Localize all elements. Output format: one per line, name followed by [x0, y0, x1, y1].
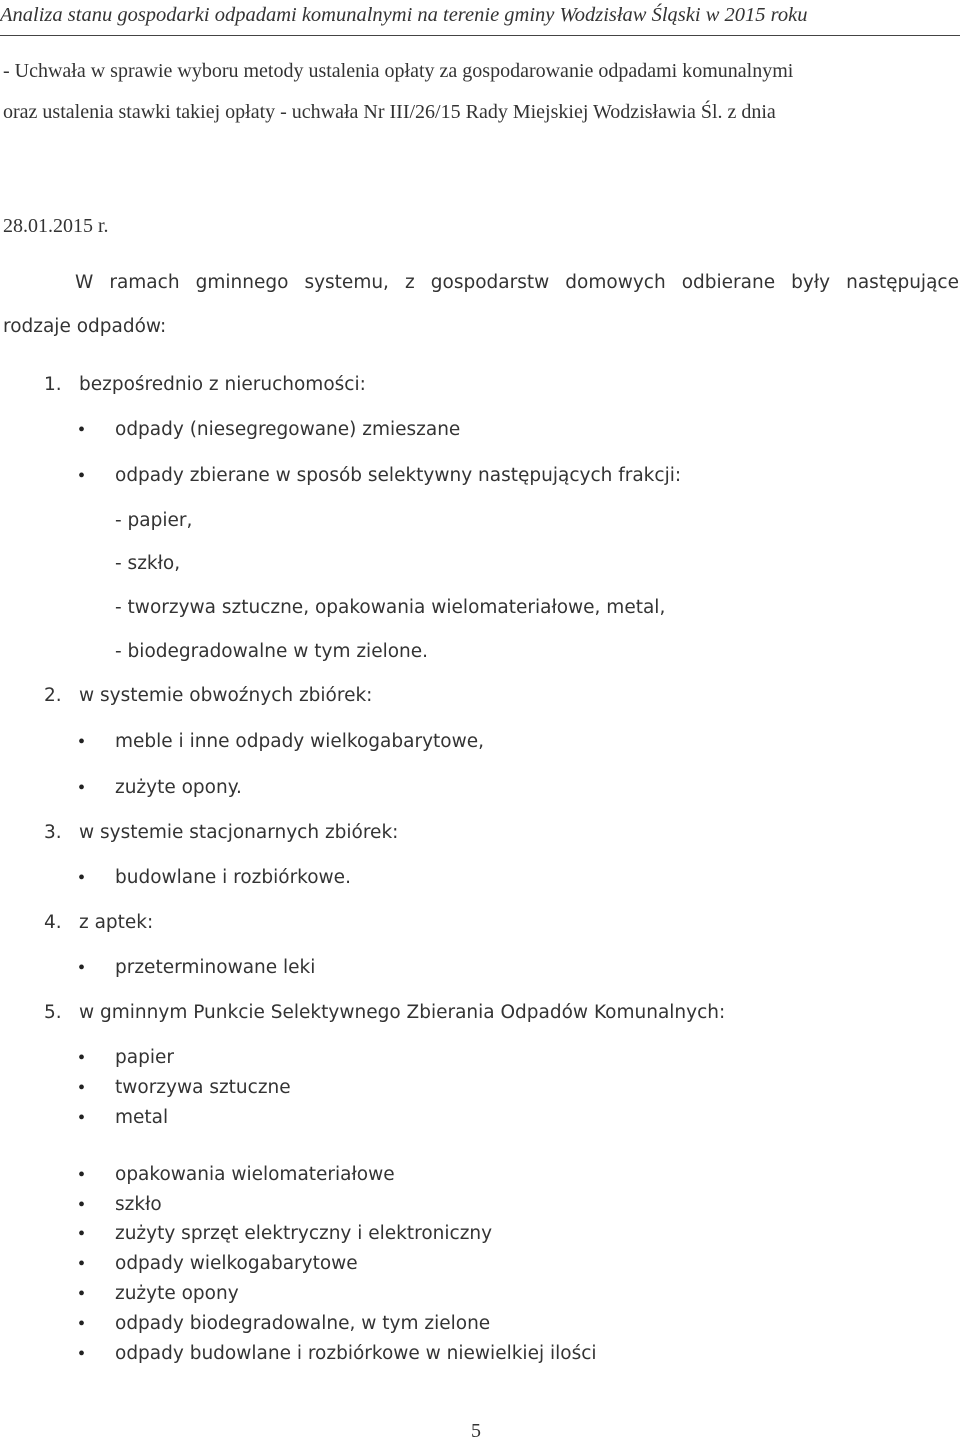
- intro-word: systemu,: [304, 272, 389, 293]
- resolution-line-3: 28.01.2015 r.: [3, 215, 109, 237]
- intro-word: były: [791, 272, 831, 293]
- bullet-icon: •: [78, 957, 86, 979]
- bullet-icon: •: [78, 1077, 86, 1099]
- list-item: odpady (niesegregowane) zmieszane: [115, 419, 461, 440]
- list-item: papier: [115, 1047, 174, 1068]
- section-number: 1.: [44, 374, 62, 395]
- bullet-icon: •: [78, 465, 86, 487]
- section-number: 5.: [44, 1002, 62, 1023]
- bullet-icon: •: [78, 419, 86, 441]
- intro-line-2: rodzaje odpadów:: [3, 316, 167, 337]
- bullet-icon: •: [78, 777, 86, 799]
- section-number: 3.: [44, 822, 62, 843]
- list-item: odpady wielkogabarytowe: [115, 1253, 358, 1274]
- list-item: zużyte opony: [115, 1283, 239, 1304]
- resolution-line-2: oraz ustalenia stawki takiej opłaty - uchwała Nr III/26/15 Rady Miejskiej Wodzisławia Śl. z dnia: [3, 101, 776, 123]
- section-number: 4.: [44, 912, 62, 933]
- fraction-item: - biodegradowalne w tym zielone.: [115, 641, 429, 662]
- page-number: 5: [471, 1420, 481, 1442]
- section-number: 2.: [44, 685, 62, 706]
- bullet-icon: •: [78, 1107, 86, 1129]
- bullet-icon: •: [78, 1283, 86, 1305]
- resolution-line-1: - Uchwała w sprawie wyboru metody ustalenia opłaty za gospodarowanie odpadami komunalnymi: [3, 60, 794, 82]
- fraction-item: - tworzywa sztuczne, opakowania wielomateriałowe, metal,: [115, 597, 666, 618]
- list-item: zużyty sprzęt elektryczny i elektroniczny: [115, 1223, 493, 1244]
- section-title: w systemie obwoźnych zbiórek:: [79, 685, 373, 706]
- list-item: odpady zbierane w sposób selektywny następujących frakcji:: [115, 465, 682, 486]
- section-title: z aptek:: [79, 912, 154, 933]
- section-title: bezpośrednio z nieruchomości:: [79, 374, 366, 395]
- header-rule: [0, 35, 960, 36]
- bullet-icon: •: [78, 1047, 86, 1069]
- list-item: tworzywa sztuczne: [115, 1077, 291, 1098]
- fraction-item: - papier,: [115, 510, 193, 531]
- list-item: zużyte opony.: [115, 777, 242, 798]
- list-item: szkło: [115, 1194, 162, 1215]
- list-item: opakowania wielomateriałowe: [115, 1164, 395, 1185]
- bullet-icon: •: [78, 1194, 86, 1216]
- intro-word: W: [75, 272, 94, 293]
- bullet-icon: •: [78, 1343, 86, 1365]
- intro-word: domowych: [565, 272, 666, 293]
- intro-word: następujące: [846, 272, 959, 293]
- list-item: odpady budowlane i rozbiórkowe w niewielkiej ilości: [115, 1343, 597, 1364]
- intro-line-1: [75, 272, 959, 293]
- intro-word: ramach: [109, 272, 180, 293]
- intro-word: odbierane: [681, 272, 776, 293]
- intro-word: z: [405, 272, 415, 293]
- list-item: metal: [115, 1107, 169, 1128]
- bullet-icon: •: [78, 1164, 86, 1186]
- bullet-icon: •: [78, 1223, 86, 1245]
- intro-word: gospodarstw: [430, 272, 550, 293]
- section-title: w gminnym Punkcie Selektywnego Zbierania Odpadów Komunalnych:: [79, 1002, 726, 1023]
- document-header: Analiza stanu gospodarki odpadami komunalnymi na terenie gminy Wodzisław Śląski w 2015 roku: [0, 4, 808, 26]
- intro-word: gminnego: [195, 272, 289, 293]
- bullet-icon: •: [78, 731, 86, 753]
- bullet-icon: •: [78, 1313, 86, 1335]
- list-item: odpady biodegradowalne, w tym zielone: [115, 1313, 491, 1334]
- bullet-icon: •: [78, 1253, 86, 1275]
- list-item: przeterminowane leki: [115, 957, 316, 978]
- fraction-item: - szkło,: [115, 553, 181, 574]
- bullet-icon: •: [78, 867, 86, 889]
- section-title: w systemie stacjonarnych zbiórek:: [79, 822, 399, 843]
- list-item: budowlane i rozbiórkowe.: [115, 867, 351, 888]
- list-item: meble i inne odpady wielkogabarytowe,: [115, 731, 484, 752]
